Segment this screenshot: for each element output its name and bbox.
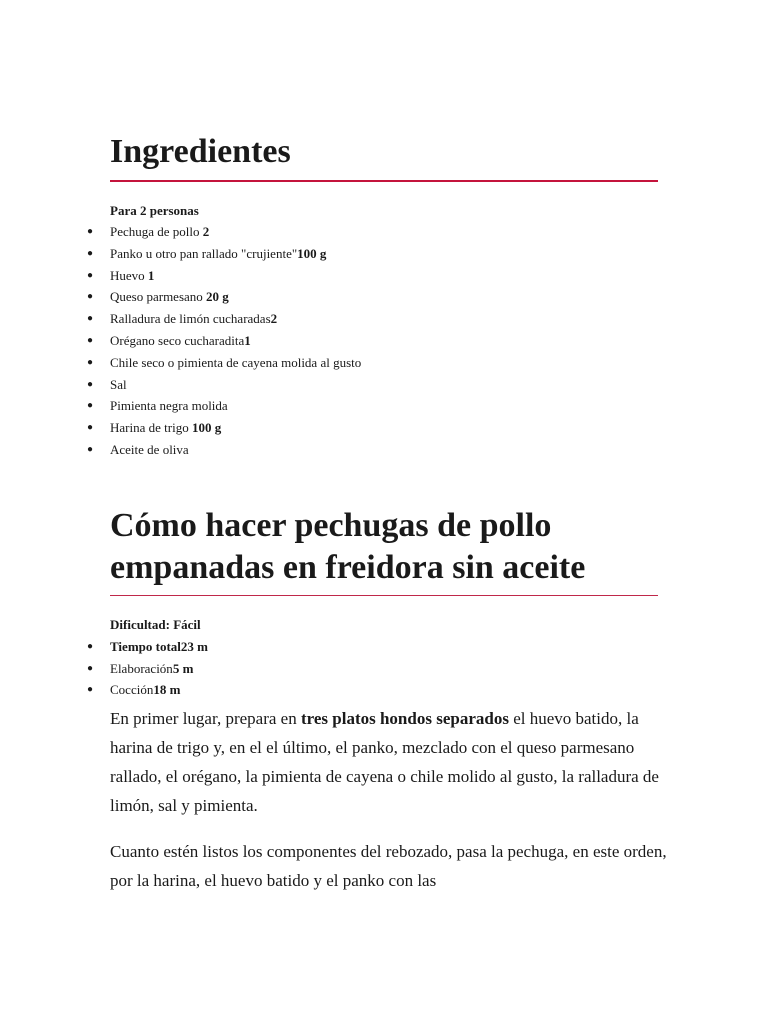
step-1-text-end: el huevo batido, la harina de trigo y, en el el último, el panko, mezclado con el queso parmesano rallado, el orégano, la pimienta de cayena o chile molido al gusto, la ralladura de limón, sal y pimienta. <box>110 709 659 815</box>
ingredient-name: Sal <box>110 376 127 392</box>
ingredient-item <box>0 221 361 243</box>
servings-label: Para 2 personas <box>110 203 199 218</box>
ingredient-name: Panko u otro pan rallado "crujiente" <box>110 245 298 261</box>
ingredient-item <box>0 395 361 417</box>
ingredients-divider <box>110 180 658 182</box>
bullet-dot-icon: ● <box>87 269 94 281</box>
time-cook-item <box>0 679 208 701</box>
ingredient-item <box>0 243 361 265</box>
method-step-1 <box>110 704 670 820</box>
time-prep-label: Elaboración <box>110 660 173 676</box>
ingredient-item <box>0 439 361 461</box>
ingredient-quantity: 1 <box>244 332 251 348</box>
ingredient-name: Ralladura de limón cucharadas <box>110 311 271 327</box>
ingredients-list <box>0 221 361 461</box>
ingredient-item <box>0 308 361 330</box>
method-heading <box>110 505 670 589</box>
bullet-dot-icon: ● <box>87 226 94 237</box>
method-divider <box>110 595 658 596</box>
bullet-dot-icon: ● <box>87 247 94 259</box>
ingredient-item <box>0 286 361 308</box>
bullet-dot-icon: ● <box>87 443 94 455</box>
bullet-dot-icon: ● <box>87 684 94 696</box>
bullet-dot-icon: ● <box>87 334 94 346</box>
ingredient-item <box>0 374 361 396</box>
time-total-label: Tiempo total <box>110 638 181 654</box>
bullet-dot-icon: ● <box>87 378 94 390</box>
ingredient-name: Pechuga de pollo <box>110 224 203 239</box>
ingredient-name: Pimienta negra molida <box>110 398 228 414</box>
method-step-2: Cuanto estén listos los componentes del rebozado, pasa la pechuga, en este orden, por la harina, el huevo batido y el panko con las <box>110 842 667 890</box>
bullet-dot-icon: ● <box>87 291 94 303</box>
time-cook-value: 18 m <box>153 682 181 698</box>
ingredient-item <box>0 417 361 439</box>
step-1-text-bold: tres platos hondos separados <box>300 709 509 728</box>
ingredient-quantity: 2 <box>202 224 210 239</box>
time-total-value: 23 m <box>180 638 208 654</box>
ingredient-name: Orégano seco cucharadita <box>110 332 245 348</box>
ingredient-name: Queso parmesano <box>110 289 207 305</box>
ingredient-quantity: 2 <box>270 311 278 327</box>
bullet-dot-icon: ● <box>87 313 94 325</box>
recipe-times-list <box>0 614 208 701</box>
ingredient-name: Harina de trigo <box>110 420 192 436</box>
method-heading-line-2: empanadas en freidora sin aceite <box>110 549 586 586</box>
time-prep-value: 5 m <box>172 660 194 676</box>
method-heading-line-1: Cómo hacer pechugas de pollo <box>110 507 552 544</box>
ingredient-quantity: 1 <box>147 267 155 283</box>
ingredient-name: Aceite de oliva <box>110 441 189 457</box>
bullet-dot-icon: ● <box>87 640 94 652</box>
difficulty-label: Dificultad: Fácil <box>110 617 201 632</box>
ingredient-name: Chile seco o pimienta de cayena molida al gusto <box>110 354 362 370</box>
time-total-item <box>0 636 208 658</box>
ingredient-item <box>0 330 361 352</box>
ingredients-heading: Ingredientes <box>110 133 291 170</box>
ingredient-item <box>0 352 361 374</box>
bullet-dot-icon: ● <box>87 662 94 674</box>
time-cook-label: Cocción <box>110 682 154 698</box>
bullet-dot-icon: ● <box>87 356 94 368</box>
bullet-dot-icon: ● <box>87 400 94 412</box>
ingredient-quantity: 20 g <box>206 289 229 305</box>
difficulty-item <box>0 614 208 636</box>
ingredient-quantity: 100 g <box>191 420 222 436</box>
ingredient-quantity: 100 g <box>297 245 327 261</box>
step-1-text-start: En primer lugar, prepara en <box>110 709 301 728</box>
ingredient-item <box>0 265 361 287</box>
time-prep-item <box>0 658 208 680</box>
bullet-dot-icon: ● <box>87 422 94 434</box>
ingredient-name: Huevo <box>110 267 148 283</box>
